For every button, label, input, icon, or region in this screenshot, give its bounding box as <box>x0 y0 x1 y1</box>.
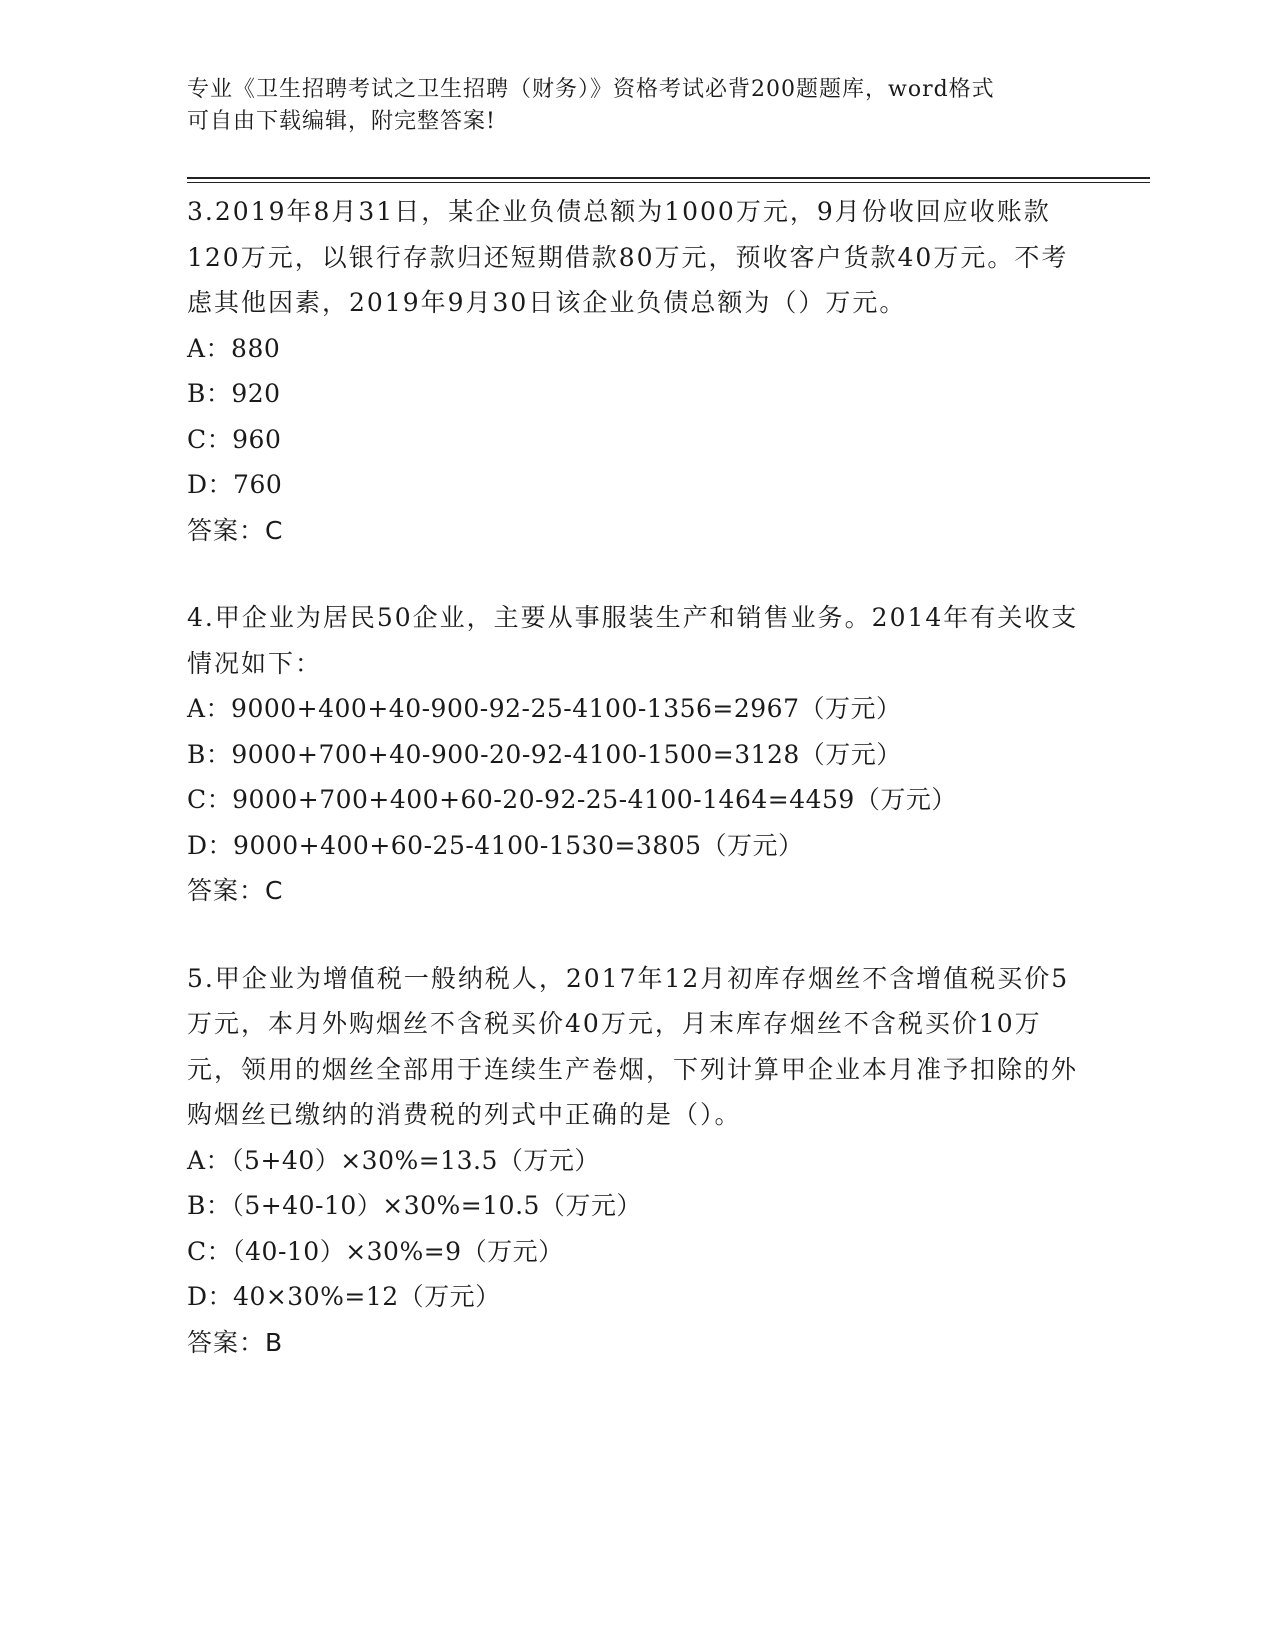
header-divider-thick <box>187 177 1150 179</box>
question-3 <box>187 189 1087 553</box>
question-4 <box>187 595 1087 914</box>
question-stem: 5.甲企业为增值税一般纳税人，2017年12月初库存烟丝不含增值税买价5万元，本月外购烟丝不含税买价40万元，月末库存烟丝不含税买价10万元，领用的烟丝全部用于连续生产卷烟，下列计算甲企业本月准予扣除的外购烟丝已缴纳的消费税的列式中正确的是（）。 <box>187 963 1079 1129</box>
option-c: C：9000+700+400+60-20-92-25-4100-1464=4459（万元） <box>187 785 957 814</box>
answer: 答案：B <box>187 1327 284 1357</box>
option-d: D：9000+400+60-25-4100-1530=3805（万元） <box>187 830 804 860</box>
question-stem: 3.2019年8月31日，某企业负债总额为1000万元，9月份收回应收账款120万元，以银行存款归还短期借款80万元，预收客户货款40万元。不考虑其他因素，2019年9月30日该企业负债总额为（）万元。 <box>187 197 1069 317</box>
option-d: D：760 <box>187 470 283 499</box>
option-b: B：9000+700+40-900-20-92-4100-1500=3128（万元） <box>187 739 902 769</box>
question-5 <box>187 956 1087 1366</box>
question-list <box>187 189 1087 1407</box>
option-a: A：9000+400+40-900-92-25-4100-1356=2967（万元） <box>187 694 902 723</box>
option-d: D：40×30%=12（万元） <box>187 1282 501 1311</box>
header-divider-thin <box>187 182 1150 183</box>
option-b: B：（5+40-10）×30%=10.5（万元） <box>187 1191 642 1220</box>
answer: 答案：C <box>187 515 284 545</box>
header-line-1: 专业《卫生招聘考试之卫生招聘（财务）》资格考试必背200题题库，word格式 <box>187 77 995 102</box>
option-b: B：920 <box>187 379 281 408</box>
question-stem: 4.甲企业为居民50企业，主要从事服装生产和销售业务。2014年有关收支情况如下： <box>187 603 1079 678</box>
answer: 答案：C <box>187 876 284 905</box>
option-a: A：（5+40）×30%=13.5（万元） <box>187 1145 600 1175</box>
option-c: C：（40-10）×30%=9（万元） <box>187 1236 564 1266</box>
option-a: A：880 <box>187 333 281 363</box>
header-line-2: 可自由下载编辑，附完整答案! <box>187 109 496 134</box>
option-c: C：960 <box>187 424 282 454</box>
document-header <box>187 74 1087 138</box>
